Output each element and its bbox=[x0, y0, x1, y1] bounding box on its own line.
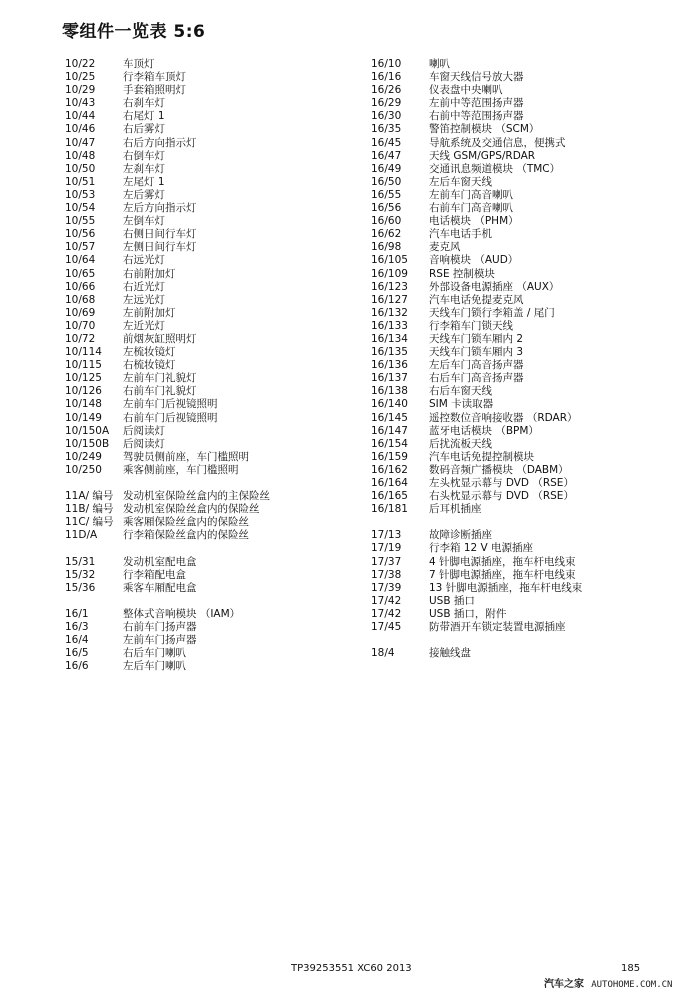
component-code: 16/127 bbox=[371, 293, 408, 306]
component-row bbox=[371, 84, 691, 97]
component-code: 11B/ 编号 bbox=[65, 503, 114, 516]
component-row bbox=[371, 241, 691, 254]
component-code: 16/137 bbox=[371, 372, 408, 385]
component-code: 10/22 bbox=[65, 58, 96, 70]
component-row bbox=[371, 556, 691, 569]
component-code: 16/5 bbox=[65, 647, 89, 660]
component-row bbox=[65, 110, 355, 123]
component-description: 左尾灯 1 bbox=[123, 175, 165, 188]
component-description: 乘客车厢配电盒 bbox=[123, 581, 197, 594]
component-code: 11C/ 编号 bbox=[65, 516, 114, 529]
component-description: 右远光灯 bbox=[123, 254, 165, 267]
component-code: 10/126 bbox=[65, 385, 102, 398]
component-description: 13 针脚电源插座，拖车杆电线束 bbox=[429, 581, 583, 594]
component-row bbox=[65, 516, 355, 529]
component-code: 10/150B bbox=[65, 437, 110, 450]
component-row bbox=[371, 281, 691, 294]
component-row bbox=[65, 281, 355, 294]
component-code: 17/19 bbox=[371, 542, 402, 555]
component-row bbox=[371, 621, 691, 634]
component-code: 16/6 bbox=[65, 660, 89, 673]
component-description: 左梳妆镜灯 bbox=[123, 346, 176, 359]
component-row bbox=[371, 385, 691, 398]
component-code: 10/115 bbox=[65, 359, 102, 372]
component-code: 16/133 bbox=[371, 319, 408, 332]
component-description: 后扰流板天线 bbox=[429, 437, 492, 450]
component-row bbox=[371, 346, 691, 359]
component-description: 发动机室保险丝盒内的保险丝 bbox=[123, 503, 260, 516]
group-spacer bbox=[65, 542, 355, 555]
component-row bbox=[65, 569, 355, 582]
component-row bbox=[371, 97, 691, 110]
component-description: 外部设备电源插座 （AUX） bbox=[429, 280, 560, 293]
component-description: 右前车门礼貌灯 bbox=[123, 385, 197, 398]
component-code: 10/53 bbox=[65, 188, 96, 201]
component-description: 喇叭 bbox=[429, 58, 450, 70]
component-description: 右近光灯 bbox=[123, 280, 165, 293]
component-code: 16/159 bbox=[371, 450, 408, 463]
component-description: 行李箱车顶灯 bbox=[123, 71, 186, 84]
component-row bbox=[65, 451, 355, 464]
component-code: 16/132 bbox=[371, 306, 408, 319]
component-description: 数码音频广播模块 （DABM） bbox=[429, 463, 569, 476]
component-code: 10/125 bbox=[65, 372, 102, 385]
component-row bbox=[65, 425, 355, 438]
component-row bbox=[65, 254, 355, 267]
component-row bbox=[65, 189, 355, 202]
component-description: 音响模块 （AUD） bbox=[429, 254, 519, 267]
component-row bbox=[65, 464, 355, 477]
component-row bbox=[65, 385, 355, 398]
component-row bbox=[65, 634, 355, 647]
component-description: 接触线盘 bbox=[429, 647, 471, 660]
component-row bbox=[371, 425, 691, 438]
component-description: 汽车电话免提麦克风 bbox=[429, 293, 524, 306]
component-description: 车顶灯 bbox=[123, 58, 155, 70]
component-code: 16/50 bbox=[371, 175, 402, 188]
component-description: RSE 控制模块 bbox=[429, 267, 495, 280]
component-row bbox=[65, 228, 355, 241]
component-row bbox=[65, 346, 355, 359]
component-description: 麦克风 bbox=[429, 241, 461, 254]
component-code: 16/135 bbox=[371, 346, 408, 359]
component-row bbox=[65, 556, 355, 569]
component-code: 17/45 bbox=[371, 621, 402, 634]
component-code: 10/57 bbox=[65, 241, 96, 254]
component-description: 天线 GSM/GPS/RDAR bbox=[429, 149, 536, 162]
component-code: 18/4 bbox=[371, 647, 395, 660]
component-row bbox=[65, 647, 355, 660]
component-code: 10/43 bbox=[65, 97, 96, 110]
component-description: 左后车门高音扬声器 bbox=[429, 359, 524, 372]
component-code: 16/16 bbox=[371, 71, 402, 84]
component-description: 乘客侧前座，车门槛照明 bbox=[123, 463, 239, 476]
component-code: 15/32 bbox=[65, 568, 96, 581]
component-description: 遥控数位音响接收器 （RDAR） bbox=[429, 411, 578, 424]
component-code: 16/145 bbox=[371, 411, 408, 424]
document-number: TP39253551 XC60 2013 bbox=[291, 963, 412, 974]
component-code: 16/164 bbox=[371, 477, 408, 489]
component-description: 左近光灯 bbox=[123, 319, 165, 332]
page-number: 185 bbox=[621, 963, 641, 974]
component-row bbox=[371, 307, 691, 320]
component-code: 10/150A bbox=[65, 424, 110, 437]
component-code: 17/38 bbox=[371, 568, 402, 581]
component-row bbox=[371, 372, 691, 385]
component-code: 11D/A bbox=[65, 529, 98, 542]
component-description: 行李箱保险丝盒内的保险丝 bbox=[123, 529, 249, 542]
component-description: 警笛控制模块 （SCM） bbox=[429, 123, 540, 136]
component-code: 10/70 bbox=[65, 319, 96, 332]
component-description: 左前车门扬声器 bbox=[123, 634, 197, 647]
component-row bbox=[371, 438, 691, 451]
component-code: 10/48 bbox=[65, 149, 96, 162]
component-code: 10/66 bbox=[65, 280, 96, 293]
component-code: 16/4 bbox=[65, 634, 89, 647]
component-row bbox=[65, 490, 355, 503]
component-description: 右侧日间行车灯 bbox=[123, 228, 197, 241]
component-row bbox=[371, 398, 691, 411]
component-description: 汽车电话手机 bbox=[429, 228, 492, 241]
component-code: 15/31 bbox=[65, 555, 96, 568]
component-description: 交通讯息频道模块 （TMC） bbox=[429, 162, 561, 175]
component-row bbox=[65, 333, 355, 346]
component-row bbox=[65, 307, 355, 320]
component-code: 10/72 bbox=[65, 332, 96, 345]
component-description: 右后车窗天线 bbox=[429, 385, 492, 398]
component-description: 左远光灯 bbox=[123, 293, 165, 306]
component-code: 16/123 bbox=[371, 280, 408, 293]
component-description: 右后方向指示灯 bbox=[123, 136, 197, 149]
component-description: 行李箱配电盒 bbox=[123, 568, 186, 581]
component-code: 17/42 bbox=[371, 607, 402, 620]
component-code: 16/134 bbox=[371, 332, 408, 345]
component-description: 左倒车灯 bbox=[123, 215, 165, 228]
component-row bbox=[65, 176, 355, 189]
component-description: 后耳机插座 bbox=[429, 503, 482, 516]
watermark bbox=[544, 975, 672, 990]
component-description: 右前中等范围扬声器 bbox=[429, 110, 524, 123]
component-code: 10/250 bbox=[65, 463, 102, 476]
component-code: 16/109 bbox=[371, 267, 408, 280]
component-description: 右后车门高音扬声器 bbox=[429, 372, 524, 385]
component-description: 左前附加灯 bbox=[123, 306, 176, 319]
component-code: 10/64 bbox=[65, 254, 96, 267]
component-code: 10/54 bbox=[65, 202, 96, 215]
component-row bbox=[65, 84, 355, 97]
component-description: 发动机室保险丝盒内的主保险丝 bbox=[123, 490, 270, 503]
component-row bbox=[371, 569, 691, 582]
component-list-right bbox=[371, 58, 691, 660]
component-code: 10/25 bbox=[65, 71, 96, 84]
component-description: 防带酒开车锁定装置电源插座 bbox=[429, 621, 566, 634]
component-row bbox=[65, 268, 355, 281]
component-code: 10/249 bbox=[65, 450, 102, 463]
component-row bbox=[371, 163, 691, 176]
group-spacer bbox=[65, 595, 355, 608]
component-row bbox=[65, 621, 355, 634]
component-code: 10/56 bbox=[65, 228, 96, 241]
component-description: USB 插口 bbox=[429, 594, 475, 607]
component-description: 蓝牙电话模块 （BPM） bbox=[429, 424, 539, 437]
component-code: 16/138 bbox=[371, 385, 408, 398]
component-code: 16/105 bbox=[371, 254, 408, 267]
component-list-left bbox=[65, 58, 355, 673]
component-description: 左后雾灯 bbox=[123, 188, 165, 201]
component-description: 右前车门扬声器 bbox=[123, 621, 197, 634]
component-description: 左前中等范围扬声器 bbox=[429, 97, 524, 110]
component-row bbox=[65, 294, 355, 307]
component-row bbox=[65, 137, 355, 150]
component-description: 天线车门锁车厢内 2 bbox=[429, 332, 524, 345]
component-code: 10/114 bbox=[65, 346, 102, 359]
component-row bbox=[65, 608, 355, 621]
component-code: 16/136 bbox=[371, 359, 408, 372]
component-description: 左侧日间行车灯 bbox=[123, 241, 197, 254]
component-description: 行李箱车门锁天线 bbox=[429, 319, 513, 332]
component-code: 10/148 bbox=[65, 398, 102, 411]
component-description: 右倒车灯 bbox=[123, 149, 165, 162]
component-description: SIM 卡读取器 bbox=[429, 398, 494, 411]
component-description: 左后车门喇叭 bbox=[123, 660, 186, 673]
component-row bbox=[371, 150, 691, 163]
component-row bbox=[65, 359, 355, 372]
component-description: 左后方向指示灯 bbox=[123, 202, 197, 215]
component-row bbox=[65, 241, 355, 254]
component-row bbox=[65, 58, 355, 71]
component-code: 17/13 bbox=[371, 529, 402, 542]
component-description: 车窗天线信号放大器 bbox=[429, 71, 524, 84]
component-description: 左前车门高音喇叭 bbox=[429, 188, 513, 201]
component-row bbox=[371, 176, 691, 189]
component-row bbox=[65, 503, 355, 516]
component-description: 7 针脚电源插座，拖车杆电线束 bbox=[429, 568, 576, 581]
component-row bbox=[371, 215, 691, 228]
component-code: 10/51 bbox=[65, 175, 96, 188]
component-description: 行李箱 12 V 电源插座 bbox=[429, 542, 534, 555]
component-row bbox=[371, 359, 691, 372]
component-row bbox=[65, 97, 355, 110]
component-code: 16/49 bbox=[371, 162, 402, 175]
component-row bbox=[371, 503, 691, 516]
component-row bbox=[65, 660, 355, 673]
component-description: 右尾灯 1 bbox=[123, 110, 165, 123]
watermark-brand: 汽车之家 bbox=[544, 979, 584, 990]
component-row bbox=[371, 333, 691, 346]
component-description: 右后车门喇叭 bbox=[123, 647, 186, 660]
component-code: 16/47 bbox=[371, 149, 402, 162]
component-description: 左后车窗天线 bbox=[429, 175, 492, 188]
component-code: 16/147 bbox=[371, 424, 408, 437]
component-row bbox=[371, 228, 691, 241]
component-code: 16/181 bbox=[371, 503, 408, 516]
component-code: 10/46 bbox=[65, 123, 96, 136]
component-description: 发动机室配电盒 bbox=[123, 555, 197, 568]
component-code: 16/45 bbox=[371, 136, 402, 149]
group-spacer bbox=[371, 516, 691, 529]
component-description: 整体式音响模块 （IAM） bbox=[123, 607, 241, 620]
component-row bbox=[371, 71, 691, 84]
component-code: 16/29 bbox=[371, 97, 402, 110]
component-code: 16/162 bbox=[371, 463, 408, 476]
component-row bbox=[65, 71, 355, 84]
component-description: 导航系统及交通信息，便携式 bbox=[429, 136, 566, 149]
component-description: 手套箱照明灯 bbox=[123, 84, 186, 97]
component-row bbox=[65, 398, 355, 411]
component-code: 10/29 bbox=[65, 84, 96, 97]
component-description: 仪表盘中央喇叭 bbox=[429, 84, 503, 97]
component-code: 16/35 bbox=[371, 123, 402, 136]
component-code: 10/55 bbox=[65, 215, 96, 228]
component-description: 左头枕显示幕与 DVD （RSE） bbox=[429, 477, 574, 489]
component-code: 17/42 bbox=[371, 594, 402, 607]
component-description: 后阅读灯 bbox=[123, 424, 165, 437]
component-code: 17/37 bbox=[371, 555, 402, 568]
component-description: 右前车门高音喇叭 bbox=[429, 202, 513, 215]
component-row bbox=[65, 412, 355, 425]
component-row bbox=[371, 123, 691, 136]
component-row bbox=[65, 150, 355, 163]
component-row bbox=[65, 215, 355, 228]
component-row bbox=[371, 464, 691, 477]
component-code: 16/10 bbox=[371, 58, 402, 70]
component-code: 10/69 bbox=[65, 306, 96, 319]
component-description: 天线车门锁行李箱盖 / 尾门 bbox=[429, 306, 555, 319]
component-row bbox=[371, 451, 691, 464]
component-code: 16/30 bbox=[371, 110, 402, 123]
component-row bbox=[65, 123, 355, 136]
component-description: 4 针脚电源插座，拖车杆电线束 bbox=[429, 555, 576, 568]
component-code: 16/62 bbox=[371, 228, 402, 241]
component-row bbox=[371, 608, 691, 621]
component-code: 16/1 bbox=[65, 607, 89, 620]
component-code: 10/149 bbox=[65, 411, 102, 424]
component-row bbox=[371, 268, 691, 281]
component-description: 右梳妆镜灯 bbox=[123, 359, 176, 372]
component-row bbox=[371, 595, 691, 608]
component-row bbox=[371, 254, 691, 267]
component-row bbox=[371, 490, 691, 503]
component-code: 16/3 bbox=[65, 621, 89, 634]
component-description: 乘客厢保险丝盒内的保险丝 bbox=[123, 516, 249, 529]
component-row bbox=[65, 202, 355, 215]
component-code: 10/50 bbox=[65, 162, 96, 175]
component-code: 16/165 bbox=[371, 490, 408, 503]
component-row bbox=[371, 58, 691, 71]
component-code: 17/39 bbox=[371, 581, 402, 594]
component-code: 10/68 bbox=[65, 293, 96, 306]
component-row bbox=[65, 438, 355, 451]
component-row bbox=[371, 137, 691, 150]
component-row bbox=[371, 294, 691, 307]
component-description: 天线车门锁车厢内 3 bbox=[429, 346, 524, 359]
component-row bbox=[65, 582, 355, 595]
component-description: 左前车门后视镜照明 bbox=[123, 398, 218, 411]
component-code: 16/60 bbox=[371, 215, 402, 228]
component-code: 10/44 bbox=[65, 110, 96, 123]
component-description: 驾驶员侧前座，车门槛照明 bbox=[123, 450, 249, 463]
component-code: 16/26 bbox=[371, 84, 402, 97]
component-row bbox=[371, 477, 691, 490]
component-row bbox=[371, 320, 691, 333]
component-description: 电话模块 （PHM） bbox=[429, 215, 519, 228]
component-code: 16/140 bbox=[371, 398, 408, 411]
component-row bbox=[371, 647, 691, 660]
component-description: 右刹车灯 bbox=[123, 97, 165, 110]
component-description: 右前车门后视镜照明 bbox=[123, 411, 218, 424]
component-row bbox=[371, 582, 691, 595]
component-row bbox=[371, 202, 691, 215]
watermark-url: AUTOHOME.COM.CN bbox=[591, 980, 673, 990]
component-row bbox=[371, 189, 691, 202]
component-row bbox=[65, 372, 355, 385]
component-description: 后阅读灯 bbox=[123, 437, 165, 450]
component-code: 10/47 bbox=[65, 136, 96, 149]
component-description: 右头枕显示幕与 DVD （RSE） bbox=[429, 490, 574, 503]
component-row bbox=[65, 163, 355, 176]
page-title: 零组件一览表 5:6 bbox=[62, 22, 206, 42]
component-description: 左刹车灯 bbox=[123, 162, 165, 175]
component-row bbox=[371, 412, 691, 425]
component-code: 11A/ 编号 bbox=[65, 490, 114, 503]
component-description: 右前附加灯 bbox=[123, 267, 176, 280]
component-row bbox=[371, 110, 691, 123]
component-code: 16/56 bbox=[371, 202, 402, 215]
component-code: 16/98 bbox=[371, 241, 402, 254]
component-row bbox=[65, 320, 355, 333]
component-code: 15/36 bbox=[65, 581, 96, 594]
component-description: 右后雾灯 bbox=[123, 123, 165, 136]
component-description: 故障诊断插座 bbox=[429, 529, 492, 542]
component-code: 16/55 bbox=[371, 188, 402, 201]
group-spacer bbox=[65, 477, 355, 490]
component-code: 10/65 bbox=[65, 267, 96, 280]
component-row bbox=[371, 529, 691, 542]
component-description: 前烟灰缸照明灯 bbox=[123, 332, 197, 345]
component-description: 汽车电话免提控制模块 bbox=[429, 450, 534, 463]
component-code: 16/154 bbox=[371, 437, 408, 450]
component-row bbox=[65, 529, 355, 542]
component-description: 左前车门礼貌灯 bbox=[123, 372, 197, 385]
component-description: USB 插口，附件 bbox=[429, 607, 507, 620]
component-row bbox=[371, 542, 691, 555]
group-spacer bbox=[371, 634, 691, 647]
